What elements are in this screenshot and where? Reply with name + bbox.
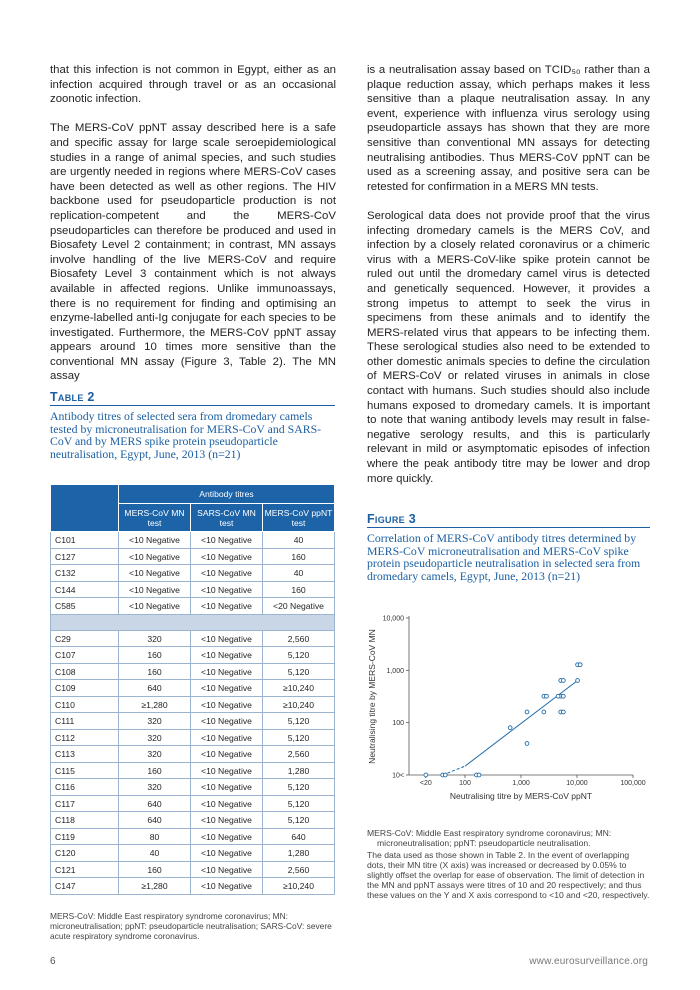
sample-id-cell: C111 [51,713,119,730]
titre-cell: 1,280 [263,845,335,862]
titre-cell: 320 [119,746,191,763]
titre-cell: 160 [119,663,191,680]
titre-cell: <10 Negative [191,663,263,680]
table-row [51,647,335,664]
titre-cell: 160 [263,548,335,565]
data-point [542,710,546,714]
figure-label: Figure 3 [367,512,650,528]
sample-id-cell: C101 [51,532,119,549]
titre-cell: 1,280 [263,762,335,779]
table-row [51,696,335,713]
figure-data-note: The data used as those shown in Table 2. In the event of overlapping dots, their MN titre (X axis) was increased or decreased by 0.05% to slightly offset the overlap for ease of observation. The limit of detection in the MN and ppNT assays were titres of 10 and 20 respectively; and thus these values on the Y and X axis correspond to <10 and <20, respectively. [367,850,650,901]
data-point [578,663,582,667]
titre-cell: <10 Negative [191,647,263,664]
page-number: 6 [50,956,56,967]
data-point [556,695,560,699]
trend-line [465,681,578,767]
titre-cell: 320 [119,630,191,647]
sample-id-cell: C127 [51,548,119,565]
data-point [508,726,512,730]
table-row [51,680,335,697]
body-paragraph: Serological data does not provide proof that the virus infecting dromedary camels is the MERS CoV, and infection by a closely related coronavirus or a chimeric virus with a MERS-CoV-like spike protein cannot be ruled out until the dromedary camel virus is detected and genetically sequenced. However, it provides a strong impetus to attempt to seek the virus in specimens from these animals and to identify the MERS-related virus that appears to be infecting them. These serological studies also need to be extended to other domestic animals species to define the circulation of MERS-CoV or related viruses in animals in close contact with humans. Such studies should also include humans exposed to dromedary camels. It is important to note that waning antibody levels may result in false-negative serology results, and this is particularly relevant in mild or asymptomatic episodes of infection where the peak antibody titre may be lower and drop more quickly. [367,209,650,485]
sample-id-cell: C121 [51,861,119,878]
titre-cell: <10 Negative [191,696,263,713]
sample-id-cell: C110 [51,696,119,713]
titre-cell: <10 Negative [191,630,263,647]
titre-cell: 40 [263,565,335,582]
table-row [51,532,335,549]
y-axis-title: Neutralising titre by MERS-CoV MN [367,629,377,765]
data-point [576,679,580,683]
data-point [477,773,481,777]
figure-abbreviations: MERS-CoV: Middle East respiratory syndrome coronavirus; MN: microneutralisation; ppNT: pseudoparticle neutralisation. [367,828,612,849]
table-row [51,565,335,582]
x-tick-label: 1,000 [512,780,530,788]
titre-cell: <10 Negative [119,532,191,549]
titre-cell: 2,560 [263,746,335,763]
data-point [545,695,549,699]
table-row [51,762,335,779]
table-footnote: MERS-CoV: Middle East respiratory syndrome coronavirus; MN: microneutralisation; ppNT: pseudoparticle neutralisation; SARS-CoV: severe acute respiratory syndrome coronavirus. [50,910,332,941]
titre-cell: 320 [119,779,191,796]
table-column-header: MERS-CoV MN test [119,504,191,532]
table-row [51,598,335,615]
titre-cell: <10 Negative [119,598,191,615]
titre-cell: <10 Negative [191,845,263,862]
body-paragraph: The MERS-CoV ppNT assay described here is a safe and specific assay for large scale seroepidemiological studies in a range of animal species, and such studies are urgently needed in regions where MERS-CoV cases have been detected as well as other regions. The HIV backbone used for pseudoparticle production is not replication-competent and the MERS-CoV pseudoparticles can therefore be produced and used in Biosafety Level 2 containment; in contrast, MN assays involve handling of the live MERS-CoV and require Biosafety Level 3 containment which is not always available in affected regions. Unlike immunoassays, there is no requirement for finding and optimising an enzyme-labelled anti-Ig conjugate for each species to be investigated. Furthermore, the MERS-CoV ppNT assay appears around 10 times more sensitive than the conventional MN assay (Figure 3, Table 2). The MN assay [50,122,336,383]
titre-cell: <10 Negative [191,713,263,730]
titre-cell: <10 Negative [191,746,263,763]
table-row [51,630,335,647]
titre-cell: ≥10,240 [263,878,335,895]
titre-cell: 5,120 [263,647,335,664]
data-point [525,742,529,746]
sample-id-cell: C112 [51,729,119,746]
table-row [51,713,335,730]
table-row [51,861,335,878]
titre-cell: <10 Negative [191,598,263,615]
titre-cell: 5,120 [263,713,335,730]
titre-cell: 80 [119,828,191,845]
titre-cell: 640 [119,795,191,812]
table-row [51,548,335,565]
titre-cell: <10 Negative [191,878,263,895]
sample-id-cell: C117 [51,795,119,812]
x-tick-label: <20 [419,780,432,788]
titre-cell: 640 [263,828,335,845]
titre-cell: 320 [119,729,191,746]
left-column [50,63,336,384]
table-row [51,779,335,796]
titre-cell: <10 Negative [119,581,191,598]
titre-cell: 5,120 [263,795,335,812]
table-row [51,795,335,812]
website-link[interactable]: www.eurosurveillance.org [529,956,648,967]
titre-cell: <10 Negative [191,795,263,812]
sample-id-cell: C115 [51,762,119,779]
titre-cell: 640 [119,680,191,697]
data-point [561,679,565,683]
x-tick-label: 100 [459,780,471,788]
titre-cell: 2,560 [263,861,335,878]
titre-cell: 5,120 [263,729,335,746]
titre-cell: ≥10,240 [263,680,335,697]
antibody-titres-table [50,484,335,895]
table-row [51,812,335,829]
titre-cell: <10 Negative [191,581,263,598]
correlation-scatter-chart [367,596,650,816]
titre-cell: 320 [119,713,191,730]
table-row [51,581,335,598]
right-column [367,63,650,486]
sample-id-cell: C113 [51,746,119,763]
sample-id-cell: C144 [51,581,119,598]
titre-cell: 160 [263,581,335,598]
titre-cell: 160 [119,861,191,878]
table-row [51,878,335,895]
sample-id-cell: C585 [51,598,119,615]
table-group-separator [51,614,335,630]
table-caption: Antibody titres of selected sera from dromedary camels tested by microneutralisation for MERS-CoV and SARS-CoV and by MERS spike protein pseudoparticle neutralisation, Egypt, June, 2013 (n=21) [50,409,322,461]
separator-cell [51,614,335,630]
table-row [51,845,335,862]
figure-caption: Correlation of MERS-CoV antibody titres determined by MERS-CoV microneutralisation and MERS-CoV spike protein pseudoparticle neutralisation in selected sera from dromedary camels, Egypt, June, 2013 (n=21) [367,531,641,583]
titre-cell: <10 Negative [191,565,263,582]
table-column-header: SARS-CoV MN test [191,504,263,532]
x-tick-label: 100,000 [620,780,646,788]
table-2-block [50,390,335,941]
titre-cell: ≥1,280 [119,696,191,713]
table-corner-cell [51,485,119,532]
titre-cell: 2,560 [263,630,335,647]
table-group-header: Antibody titres [119,485,335,504]
body-paragraph: that this infection is not common in Egypt, either as an infection acquired through travel or as an occasional zoonotic infection. [50,64,336,106]
body-paragraph: is a neutralisation assay based on TCID₅₀ rather than a plaque reduction assay, which perhaps makes it less sensitive than a plaque neutralisation assay. In any event, experience with influenza virus serology using pseudoparticle assays has shown that they are more sensitive than conventional MN assays for detecting neutralising antibodies. Thus MERS-CoV ppNT can be used as a screening assay, and positive sera can be retested for confirmation in a MERS MN tests. [367,64,650,193]
titre-cell: <20 Negative [263,598,335,615]
titre-cell: <10 Negative [191,861,263,878]
y-tick-label: 1,000 [386,668,404,676]
table-body [51,532,335,895]
titre-cell: <10 Negative [191,762,263,779]
table-row [51,828,335,845]
table-row [51,746,335,763]
titre-cell: 160 [119,647,191,664]
sample-id-cell: C132 [51,565,119,582]
table-row [51,729,335,746]
table-column-header: MERS-CoV ppNT test [263,504,335,532]
titre-cell: 160 [119,762,191,779]
titre-cell: <10 Negative [191,779,263,796]
titre-cell: <10 Negative [119,565,191,582]
titre-cell: 640 [119,812,191,829]
titre-cell: 40 [119,845,191,862]
data-point [525,710,529,714]
table-row [51,663,335,680]
data-point [443,773,447,777]
titre-cell: 5,120 [263,812,335,829]
titre-cell: <10 Negative [191,532,263,549]
y-tick-label: 10,000 [382,615,404,623]
titre-cell: <10 Negative [191,680,263,697]
y-tick-label: 100 [392,720,404,728]
titre-cell: <10 Negative [119,548,191,565]
sample-id-cell: C120 [51,845,119,862]
data-point [561,695,565,699]
sample-id-cell: C119 [51,828,119,845]
sample-id-cell: C29 [51,630,119,647]
table-label: Table 2 [50,390,335,406]
sample-id-cell: C107 [51,647,119,664]
sample-id-cell: C147 [51,878,119,895]
titre-cell: <10 Negative [191,812,263,829]
titre-cell: <10 Negative [191,729,263,746]
x-tick-label: 10,000 [566,780,588,788]
titre-cell: 5,120 [263,663,335,680]
titre-cell: <10 Negative [191,828,263,845]
sample-id-cell: C108 [51,663,119,680]
titre-cell: 40 [263,532,335,549]
data-point [424,773,428,777]
titre-cell: ≥1,280 [119,878,191,895]
titre-cell: <10 Negative [191,548,263,565]
x-axis-title: Neutralising titre by MERS-CoV ppNT [449,791,593,802]
sample-id-cell: C118 [51,812,119,829]
data-point [561,710,565,714]
sample-id-cell: C109 [51,680,119,697]
sample-id-cell: C116 [51,779,119,796]
figure-3-block [367,512,650,900]
titre-cell: ≥10,240 [263,696,335,713]
titre-cell: 5,120 [263,779,335,796]
y-tick-label: 10< [392,772,404,780]
